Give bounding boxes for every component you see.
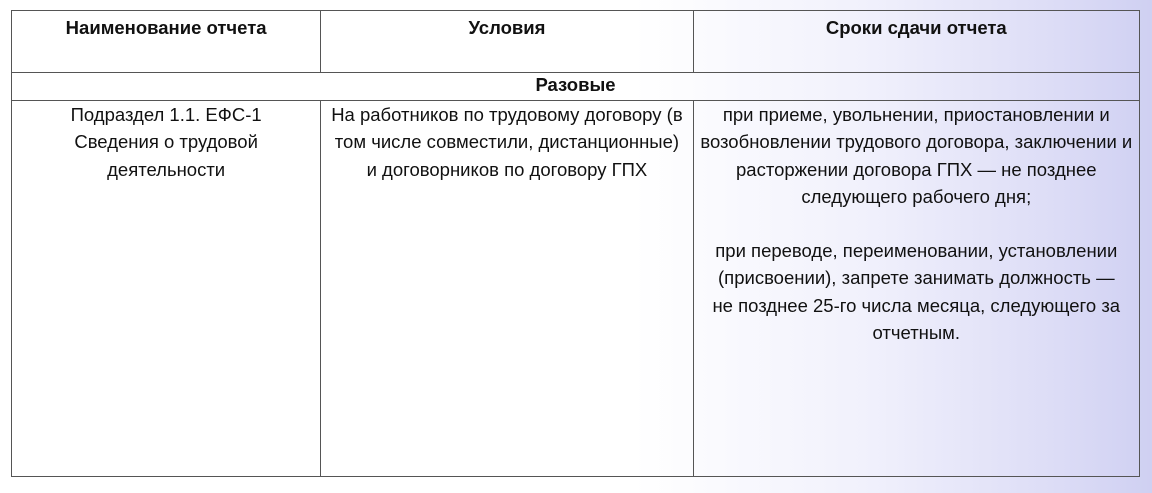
- cell-deadline: [693, 101, 1139, 477]
- header-report-name: Наименование отчета: [12, 11, 321, 73]
- section-row: [12, 73, 1140, 101]
- cell-conditions: [321, 101, 693, 477]
- table-row: [12, 101, 1140, 477]
- deadline-text-part1: при приеме, увольнении, приостановлении и возобновлении трудового договора, заключении и расторжении договора ГПХ — не позднее следующего рабочего дня;: [700, 104, 1133, 207]
- report-deadlines-table: [11, 10, 1140, 477]
- cell-report-name: [12, 101, 321, 477]
- section-title: Разовые: [12, 73, 1140, 101]
- header-conditions: Условия: [321, 11, 693, 73]
- paragraph-gap: [694, 210, 1139, 237]
- report-name-text: Подраздел 1.1. ЕФС-1 Сведения о трудовой деятельности: [70, 104, 262, 180]
- table-header-row: [12, 11, 1140, 73]
- conditions-text: На работников по трудовому договору (в том числе совместили, дистанционные) и договорников по договору ГПХ: [331, 104, 683, 180]
- deadline-text-part2: при переводе, переименовании, установлении (присвоении), запрете занимать должность — не позднее 25-го числа месяца, следующего за отчетным.: [712, 240, 1121, 344]
- header-deadline: Сроки сдачи отчета: [693, 11, 1139, 73]
